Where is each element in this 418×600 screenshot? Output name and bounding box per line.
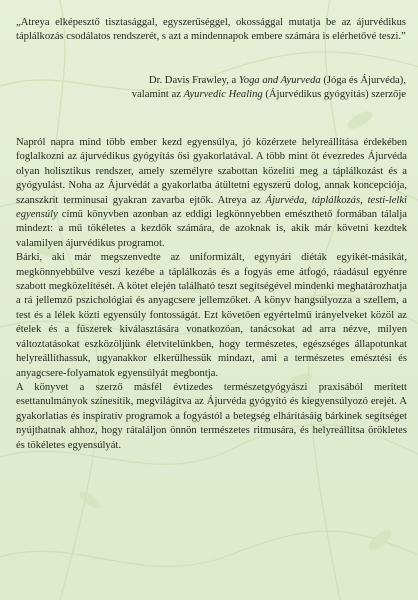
attribution-book-2-title: Ayurvedic Healing bbox=[183, 89, 263, 101]
blurb-body bbox=[16, 136, 407, 453]
attribution-line-2 bbox=[100, 88, 406, 102]
quote-text: „Atreya elképesztő tisztasággal, egyszerűséggel, okossággal mutatja be az ájurvédikus táplálkozás csodálatos rendszerét, s azt a mindennapok embere számára is elérhetővé teszi.” bbox=[16, 17, 406, 43]
blurb-paragraph-2: Bárki, aki már megszenvedte az uniformizált, egynyári diéták egyikét-másikát, megkönnyebbülve veszi kezébe a táplálkozás és a fogyás eme átfogó, ráadásul egyénre szabott megközelítését. A kötet elején található teszt segítségével mindenki meghatározhatja a rá jellemző pszichológiai és anyagcsere jellemzőket. A könyv hangsúlyozza a szellem, a test és a lélek közti egyensúly fontosságát. Ezt követően egyértelmű irányelveket közöl az ételek és a fűszerek kiválasztására vonatkozóan, tanácsokat ad arra nézve, milyen változtatásokat eszközöljünk életvitelünkben, hogy természetes, egészséges állapotunkat helyreállíthassuk, ugyanakkor elkerülhessük mindazt, ami a természetes emésztési és anyagcsere-folyamatok egyensúlyát megbontja. bbox=[16, 252, 407, 379]
attribution-book-1-desc: (Jóga és Ájurvéda), bbox=[323, 75, 406, 86]
attribution-line-2-prefix: valamint az bbox=[131, 89, 181, 101]
paragraph-1-part-1: Napról napra mind több ember kezd egyensúlya, jó közérzete helyreállítása érdekében foglalkozni az ájurvédikus gyógyítás ősi gyakorlatával. A több mint öt évezredes Ájurvéda olyan holisztikus rendszer, amely személyre szabottan közelíti meg a táplálkozást és a gyógyulást. Noha az Ájurvédát a gyakorlatba átültetni egyszerű dolog, annak koncepciója, szanszkrit terminusai gyakran zavarba ejtők. Atreya az bbox=[16, 137, 407, 206]
endorsement-quote bbox=[16, 16, 406, 45]
attribution-book-2-desc: (Ájurvédikus gyógyítás) szerzője bbox=[265, 89, 406, 101]
book-title: Ájurvéda, táplálkozás, testi-lelki egyensúly bbox=[16, 194, 407, 221]
attribution-line-1 bbox=[100, 74, 406, 88]
blurb-paragraph-1 bbox=[16, 136, 407, 251]
attribution-author: Dr. Davis Frawley, a bbox=[148, 75, 237, 86]
quote-attribution bbox=[100, 74, 406, 103]
attribution-book-1-title: Yoga and Ayurveda bbox=[238, 75, 321, 86]
paragraph-1-part-2: című könyvben azonban az eddigi legkönnyebben emészthető formában tálalja mindezt: a mű tökéletes a kezdők számára, de azoknak is, akik már követni kezdtek valamilyen ájurvédikus programot. bbox=[16, 209, 407, 249]
blurb-paragraph-3: A könyvet a szerző másfél évtizedes természetgyógyászi praxisából merített esettanulmányok színesítik, megvilágítva az Ájurvéda gyógyító és kiegyensúlyozó erejét. A gyakorlatias és inspiratív programok a fogyástól a betegség elhárításáig bárkinek segítséget nyújthatnak ahhoz, hogy rátaláljon önnön természetes ritmusára, és helyreállítsa örökletes és tökéletes egyensúlyát. bbox=[16, 381, 407, 451]
